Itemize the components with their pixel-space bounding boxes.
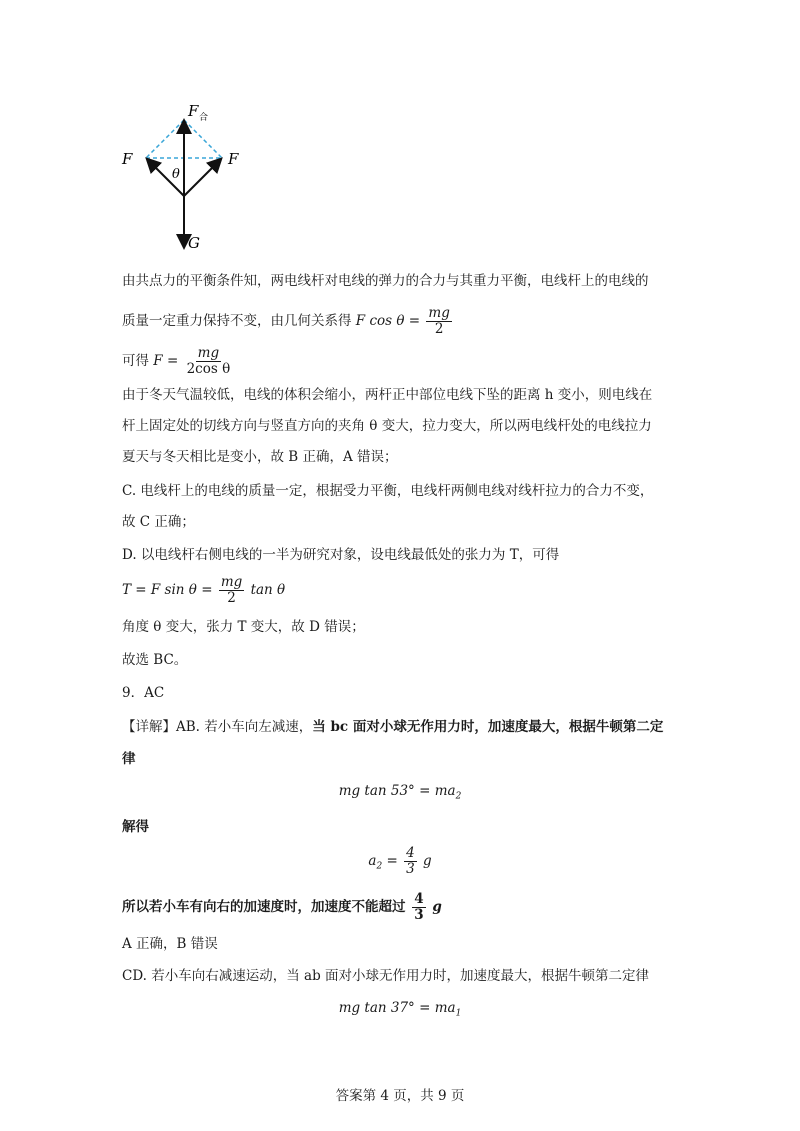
eq5-num: 4 (406, 845, 415, 861)
eq4 (0, 783, 800, 802)
eq3-den: 2 (227, 590, 236, 606)
eq5 (0, 846, 800, 877)
eq2-lhs: F = (153, 353, 179, 369)
cd-line: CD. 若小车向右减速运动，当 ab 面对小球无作用力时，加速度最大，根据牛顿第二定律 (122, 968, 650, 984)
eq5-eq: = (386, 853, 398, 869)
para-4: 由于冬天气温较低，电线的体积会缩小，两杆正中部位电线下坠的距离 h 变小，则电线在 (122, 387, 653, 403)
eq2-fraction (185, 346, 233, 377)
conclusion-rhs: g (432, 899, 442, 915)
conclusion-text: 所以若小车有向右的加速度时，加速度不能超过 (122, 899, 406, 915)
eq3-line (122, 575, 285, 606)
para-7: C. 电线杆上的电线的质量一定，根据受力平衡，电线杆两侧电线对线杆拉力的合力不变， (122, 483, 654, 499)
detail-bold: 当 bc 面对小球无作用力时，加速度最大，根据牛顿第二定 (312, 719, 664, 735)
right-force-arrow (184, 160, 220, 196)
conclusion-fraction (412, 892, 425, 923)
para-9: D. 以电线杆右侧电线的一半为研究对象，设电线最低处的张力为 T，可得 (122, 547, 560, 563)
conclusion-line (122, 892, 442, 923)
para-11: 故选 BC。 (122, 652, 188, 668)
conclusion-den: 3 (414, 907, 424, 923)
eq6-text: mg tan 37° = ma (338, 1000, 456, 1016)
conclusion-num: 4 (414, 891, 424, 907)
eq2-den: 2cos θ (186, 361, 231, 377)
eq4-text: mg tan 53° = ma (338, 783, 456, 799)
eq3-lhs: T = F sin θ = (122, 582, 213, 598)
para-8: 故 C 正确； (122, 514, 195, 530)
eq3-fraction (219, 575, 244, 606)
label-f-right: F (228, 150, 239, 168)
eq4-sub: 2 (455, 791, 462, 802)
eq6-sub: 1 (455, 1008, 462, 1019)
eq5-sub: 2 (376, 861, 383, 872)
eq5-den: 3 (406, 861, 415, 877)
label-f-resultant-sub: 合 (199, 113, 209, 123)
eq1-lhs: F cos θ = (355, 313, 421, 329)
a-correct-line: A 正确，B 错误 (122, 936, 218, 952)
para-5: 杆上固定处的切线方向与竖直方向的夹角 θ 变大，拉力变大，所以两电线杆处的电线拉力 (122, 418, 652, 434)
force-diagram (118, 96, 258, 256)
detail-prefix: 【详解】AB. 若小车向左减速， (122, 719, 313, 735)
label-g: G (188, 234, 200, 252)
para-3 (122, 346, 234, 377)
para-3-text: 可得 (122, 353, 149, 369)
para-1: 由共点力的平衡条件知，两电线杆对电线的弹力的合力与其重力平衡，电线杆上的电线的 (122, 273, 649, 289)
eq1-num: mg (428, 305, 450, 321)
dashed-top-left (146, 120, 184, 158)
para-2 (122, 306, 454, 337)
eq3-rhs: tan θ (250, 582, 286, 598)
detail-line (122, 717, 663, 737)
label-theta: θ (172, 167, 180, 182)
label-f-resultant: F (188, 102, 199, 120)
eq1-fraction (426, 306, 451, 337)
page-footer: 答案第 4 页，共 9 页 (335, 1088, 465, 1104)
para-6: 夏天与冬天相比是变小，故 B 正确，A 错误； (122, 449, 398, 465)
eq5-fraction (404, 846, 417, 877)
eq3-num: mg (220, 574, 243, 590)
jiede: 解得 (122, 819, 149, 835)
question-9-answer: 9．AC (122, 685, 165, 701)
eq5-rhs: g (422, 853, 432, 869)
dashed-top-right (184, 120, 222, 158)
eq5-lhs: a (368, 853, 377, 869)
para-10: 角度 θ 变大，张力 T 变大，故 D 错误； (122, 619, 365, 635)
eq2-num: mg (197, 345, 220, 361)
detail-bold-2: 律 (122, 751, 136, 767)
eq1-den: 2 (434, 321, 444, 337)
label-f-left: F (122, 150, 133, 168)
eq6 (0, 1000, 800, 1019)
para-2-text: 质量一定重力保持不变，由几何关系得 (122, 313, 352, 329)
